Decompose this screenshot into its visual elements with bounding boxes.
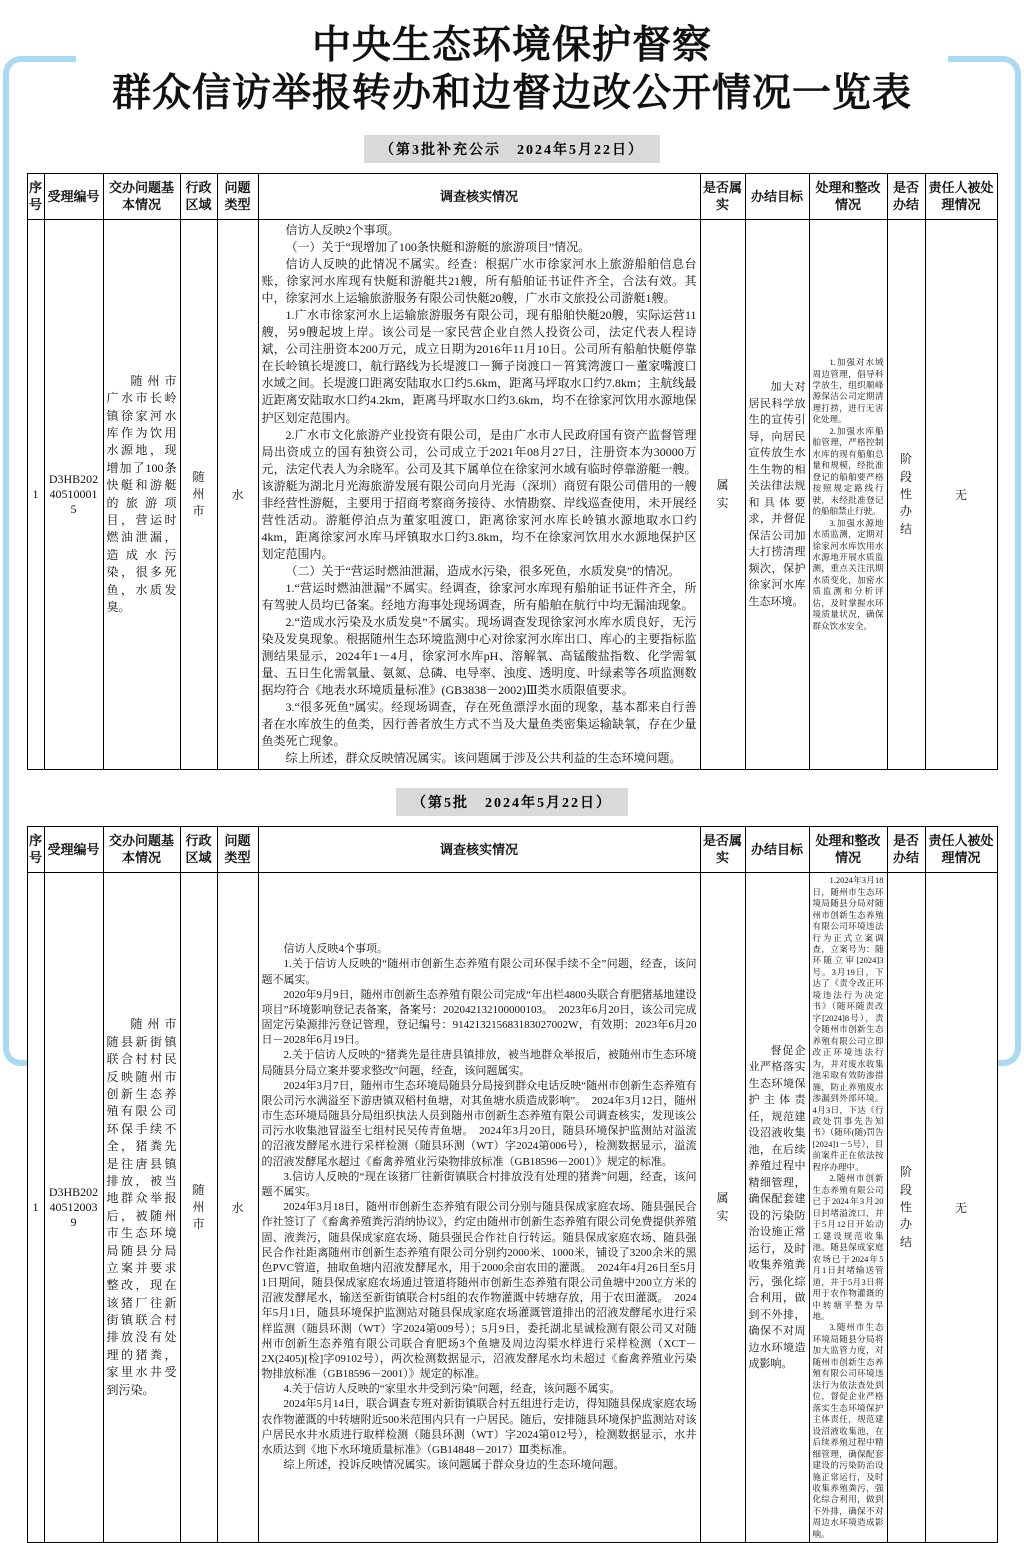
inspection-table-batch-3 xyxy=(27,173,998,770)
cell-case-no: D3HB202405100015 xyxy=(44,220,103,770)
paragraph: 1.广水市徐家河水上运输旅游服务有限公司，现有船舶快艇20艘，实际运营11艘，另9艘起坡上岸。该公司是一家民营企业自然人投资公司，法定代表人程诗斌，公司注册资本200万元，成立日期为2016年11月10日。公司所有船舶快艇停靠在长岭镇长堤渡口，航行路线为长堤渡口－狮子岗渡口－筲箕湾渡口－董家嘴渡口水域之间。长堤渡口距离安陆取水口约5.6km，距离马坪取水口约7.8km；主航线最近距离安陆取水口约4.2km，距离马坪取水口约3.6km，均不在徐家河饮用水源地保护区划定范围内。 xyxy=(261,308,697,425)
cell-investigation xyxy=(258,873,700,1543)
paragraph: 2.“造成水污染及水质发臭”不属实。现场调查发现徐家河水库水质良好，无污染及发臭现象。根据随州生态环境监测中心对徐家河水库出口、库心的主要指标监测结果显示，2024年1－4月，徐家河水库pH、溶解氧、高锰酸盐指数、化学需氧量、五日生化需氧量、氨氮、总磷、电导率、浊度、透明度、叶绿素等各项监测数据均符合《地表水环境质量标准》(GB3838－2002)Ⅲ类水质限值要求。 xyxy=(261,614,697,697)
column-header: 受理编号 xyxy=(44,827,103,873)
paragraph: 2.加强水库船舶管理，严格控制水库的现有船舶总量和规模，经批准登记的船舶要严格按照规定路线行驶，未经批准登记的船舶禁止行驶。 xyxy=(812,425,884,517)
paragraph: 信访人反映的此情况不属实。经查：根据广水市徐家河水上旅游船舶信息台账，徐家河水库现有快艇和游艇共21艘，所有船舶证书证件齐全，合法有效。其中，徐家河水上运输旅游服务有限公司快艇20艘，广水市文旅投公司游艇1艘。 xyxy=(261,257,697,306)
column-header: 问题类型 xyxy=(217,174,258,220)
paragraph: 1.加强对水域周边管理，倡导科学放生，组织顺峰源保洁公司定期清理打捞，进行无害化处理。 xyxy=(812,357,884,425)
column-header: 序号 xyxy=(27,174,44,220)
column-header: 交办问题基本情况 xyxy=(103,174,180,220)
paragraph: 3.“很多死鱼”属实。经现场调查，存在死鱼漂浮水面的现象，基本都来自行善者在水库放生的鱼类，因行善者放生方式不当及大量鱼类密集运输缺氧，存在少量鱼类死亡现象。 xyxy=(261,700,697,749)
paragraph: 督促企业严格落实生态环境保护主体责任，规范建设沼液收集池，在后续养殖过程中精细管理，确保配套建设的污染防治设施正常运行，及时收集养殖粪污，强化综合利用，做到不外排，确保不对周边水环境造成影响。 xyxy=(748,1044,806,1371)
column-header: 受理编号 xyxy=(44,174,103,220)
header-row xyxy=(27,827,997,873)
paragraph: 随州市随县新街镇联合村村民反映随州市创新生态养殖有限公司环保手续不全，猪粪先是往唐县镇排放，被当地群众举报后，被随州市生态环境局随县分局立案并要求整改，现在该猪厂往新街镇联合村排放没有处理的猪粪，家里水井受到污染。 xyxy=(106,1017,177,1397)
cell-type: 水 xyxy=(217,873,258,1543)
cell-problem xyxy=(103,220,180,770)
cell-region: 随州市 xyxy=(180,873,217,1543)
column-header: 办结目标 xyxy=(745,827,809,873)
paragraph: 2.关于信访人反映的“猪粪先是往唐县镇排放，被当地群众举报后，被随州市生态环境局随县分局立案并要求整改”问题，经查，该问题属实。 xyxy=(261,1049,697,1077)
paragraph: 1.2024年3月18日，随州市生态环境局随县分局对随州市创新生态养殖有限公司环境违法行为正式立案调查，立案号为：随环随立审[2024]3号。3月19日，下达了《责令改正环境违法行为决定书》（随环随责改字[2024]8号），责令随州市创新生态养殖有限公司立即改正环境违法行为，并对废水收集池采取有效防渗措施，防止养殖废水渗漏到外部环境。4月3日，下达《行政处罚事先告知书》（随环(随)罚告[2024]1－5号），目前案件正在依法按程序办理中。 xyxy=(812,875,884,1172)
cell-type: 水 xyxy=(217,220,258,770)
paragraph: 2024年5月14日，联合调查专班对新街镇联合村五组进行走访，得知随县保成家庭农场农作物灌溉的中转塘附近500米范围内只有一户居民。随后，安排随县环境保护监测站对该户居民水井水质进行取样检测（随县环测（WT）字2024第012号），检测数据显示，水井水质达到《地下水环境质量标准》（GB14848－2017）Ⅲ类标准。 xyxy=(261,1398,697,1456)
batch-label-wrap-1 xyxy=(0,123,1024,163)
column-header: 交办问题基本情况 xyxy=(103,827,180,873)
paragraph: 4.关于信访人反映的“家里水井受到污染”问题，经查，该问题不属实。 xyxy=(283,1383,621,1396)
paragraph: 3.加强水源地水质监测，定期对徐家河水库饮用水水源地开展水质监测，重点关注汛期水质变化，加密水质监测和分析评估，及时掌握水环境质量状况，确保群众饮水安全。 xyxy=(812,517,884,631)
column-header: 问题类型 xyxy=(217,827,258,873)
batch-label-wrap-2 xyxy=(0,776,1024,816)
cell-rectification xyxy=(809,873,887,1543)
column-header: 调查核实情况 xyxy=(258,827,700,873)
paragraph: 1.关于信访人反映的“随州市创新生态养殖有限公司环保手续不全”问题，经查，该问题不属实。 xyxy=(261,958,697,986)
paragraph: 2.广水市文化旅游产业投资有限公司，是由广水市人民政府国有资产监督管理局出资成立的国有独资公司，公司成立于2021年08月27日，注册资本为30000万元，法定代表人为余晓军。公司及其下属单位在徐家河水域有临时停靠游艇一艘。该游艇为湖北月光海旅游发展有限公司向月光海（深圳）商贸有限公司借用的一艘非经营性游艇，主要用于招商考察商务接待、水情勘察、岸线巡查使用，未开展经营性活动。游艇停泊点为董家咀渡口，距离徐家河水库长岭镇水源地取水口约4km，距离徐家河水库马坪镇取水口约3.8km，均不在徐家河饮用水水源地保护区划定范围内。 xyxy=(261,427,697,561)
batch-label-2: （第5批 2024年5月22日） xyxy=(396,788,628,816)
cell-goal xyxy=(745,220,809,770)
page-title-line2: 群众信访举报转办和边督边改公开情况一览表 xyxy=(111,71,912,115)
column-header: 行政区域 xyxy=(180,174,217,220)
cell-problem xyxy=(103,873,180,1543)
cell-rectification xyxy=(809,220,887,770)
column-header: 是否属实 xyxy=(700,827,745,873)
paragraph: 1.“营运时燃油泄漏”不属实。经调查，徐家河水库现有船舶证书证件齐全，所有驾驶人员均已备案。经地方海事处现场调查，所有船舶在航行中均无漏油现象。 xyxy=(261,580,697,612)
column-header: 处理和整改情况 xyxy=(809,827,887,873)
paragraph: （二）关于“营运时燃油泄漏，造成水污染，很多死鱼，水质发臭”的情况。 xyxy=(285,563,681,578)
column-header: 是否办结 xyxy=(887,174,925,220)
paragraph: 综上所述，群众反映情况属实。该问题属于涉及公共利益的生态环境问题。 xyxy=(285,751,682,766)
cell-seq: 1 xyxy=(27,873,44,1543)
cell-case-no: D3HB202405120039 xyxy=(44,873,103,1543)
inspection-table-batch-5 xyxy=(27,826,998,1543)
cell-accountability: 无 xyxy=(925,873,997,1543)
table-row xyxy=(27,873,997,1543)
column-header: 处理和整改情况 xyxy=(809,174,887,220)
cell-region: 随州市 xyxy=(180,220,217,770)
paragraph: 信访人反映4个事项。 xyxy=(283,943,388,956)
column-header: 是否属实 xyxy=(700,174,745,220)
paragraph: 加大对居民科学放生的宣传引导，向居民宣传放生水生生物的相关法律法规和具体要求，并督促保洁公司加大打捞清理频次，保护徐家河水库生态环境。 xyxy=(748,381,806,608)
cell-investigation xyxy=(258,220,700,770)
paragraph: 随州市广水市长岭镇徐家河水库作为饮用水源地，现增加了100条快艇和游艇的旅游项目，营运时燃油泄漏，造成水污染，很多死鱼，水质发臭。 xyxy=(106,373,177,614)
paragraph: （一）关于“现增加了100条快艇和游艇的旅游项目”情况。 xyxy=(285,240,591,255)
paragraph: 综上所述，投诉反映情况属实。该问题属于群众身边的生态环境问题。 xyxy=(283,1459,625,1472)
cell-is-true: 属实 xyxy=(700,220,745,770)
batch-label-1: （第3批补充公示 2024年5月22日） xyxy=(364,135,660,163)
column-header: 调查核实情况 xyxy=(258,174,700,220)
header-row xyxy=(27,174,997,220)
paragraph: 信访人反映2个事项。 xyxy=(285,223,400,238)
cell-status: 阶段性办结 xyxy=(887,873,925,1543)
paragraph: 3.随州市生态环境局随县分局将加大监管力度，对随州市创新生态养殖有限公司环境违法行为依法查处到位，督促企业严格落实生态环境保护主体责任，规范建设沼液收集池，在后续养殖过程中精细管理，确保配套建设的污染防治设施正常运行，及时收集养殖粪污，强化综合利用，做到不外排，确保不对周边水环境造成影响。 xyxy=(812,1322,884,1539)
cell-is-true: 属实 xyxy=(700,873,745,1543)
column-header: 责任人被处理情况 xyxy=(925,827,997,873)
table-row xyxy=(27,220,997,770)
paragraph: 2020年9月9日，随州市创新生态养殖有限公司完成“年出栏4800头联合育肥猪基地建设项目”环境影响登记表备案，备案号：202042132100000103。 2023年6月20日，该公司完成固定污染源排污登记管理，登记编号：914213215683183027002W，有效期：2023年6月20日－2028年6月19日。 xyxy=(261,988,697,1047)
paragraph: 3.信访人反映的“现在该猪厂往新街镇联合村排放没有处理的猪粪”问题，经查，该问题不属实。 xyxy=(261,1170,697,1198)
cell-seq: 1 xyxy=(27,220,44,770)
column-header: 责任人被处理情况 xyxy=(925,174,997,220)
paragraph: 2024年3月7日，随州市生态环境局随县分局接到群众电话反映“随州市创新生态养殖有限公司污水满溢至下游唐镇双稻村鱼塘，对其鱼塘水质造成影响”。 2024年3月12日，随州市生态环境局随县分局组织执法人员到随州市创新生态养殖有限公司调查核实，发现该公司污水收集池冒溢至七组村民吴传青鱼塘。 2024年3月20日，随县环境保护监测站对溢流的沼液发酵尾水进行采样检测（随县环测（WT）字2024第006号），检测数据显示，溢流的沼液发酵尾水超过《畜禽养殖业污染物排放标准（GB18596－2001）》规定的标准。 xyxy=(261,1079,697,1168)
paragraph: 2024年3月18日，随州市创新生态养殖有限公司分别与随县保成家庭农场、随县强民合作社签订了《畜禽养殖粪污消纳协议》，约定由随州市创新生态养殖有限公司免费提供养殖固、液粪污，随县保成家庭农场、随县强民合作社自行转运。随县保成家庭农场、随县强民合作社距离随州市创新生态养殖有限公司分别约2000米、1000米，铺设了3200余米的黑色PVC管道，抽取鱼塘内沼液发酵尾水，用于2000余亩农田的灌溉。 2024年4月26日至5月1日期间，随县保成家庭农场通过管道将随州市创新生态养殖有限公司鱼塘中200立方米的沼液发酵尾水，输送至新街镇联合村5组的农作物灌溉中转塘存放，用于农田灌溉。 2024年5月1日，随县环境保护监测站对随县保成家庭农场灌溉管道排出的沼液发酵尾水进行采样监测（随县环测（WT）字2024第009号）；5月9日，委托湖北星诚检测有限公司又对随州市创新生态养殖有限公司联合育肥场3个鱼塘及周边沟渠水样进行采样检测（XCT－2X(2405)[检]字09102号），两次检测数据显示，沼液发酵尾水均未超过《畜禽养殖业污染物排放标准（GB18596－2001）》规定的标准。 xyxy=(261,1201,697,1381)
cell-accountability: 无 xyxy=(925,220,997,770)
column-header: 序号 xyxy=(27,827,44,873)
cell-goal xyxy=(745,873,809,1543)
column-header: 办结目标 xyxy=(745,174,809,220)
page-title-line1: 中央生态环境保护督察 xyxy=(311,24,712,67)
cell-status: 阶段性办结 xyxy=(887,220,925,770)
paragraph: 2.随州市创新生态养殖有限公司已于2024年3月20日封堵溢流口，并于5月12日开始动工建设规范收集池。随县保成家庭农场已于2024年5月1日封堵输送管道，并于5月3日将用于农作物灌溉的中转塘平整为旱地。 xyxy=(812,1173,884,1321)
column-header: 行政区域 xyxy=(180,827,217,873)
column-header: 是否办结 xyxy=(887,827,925,873)
page-title xyxy=(76,20,948,123)
